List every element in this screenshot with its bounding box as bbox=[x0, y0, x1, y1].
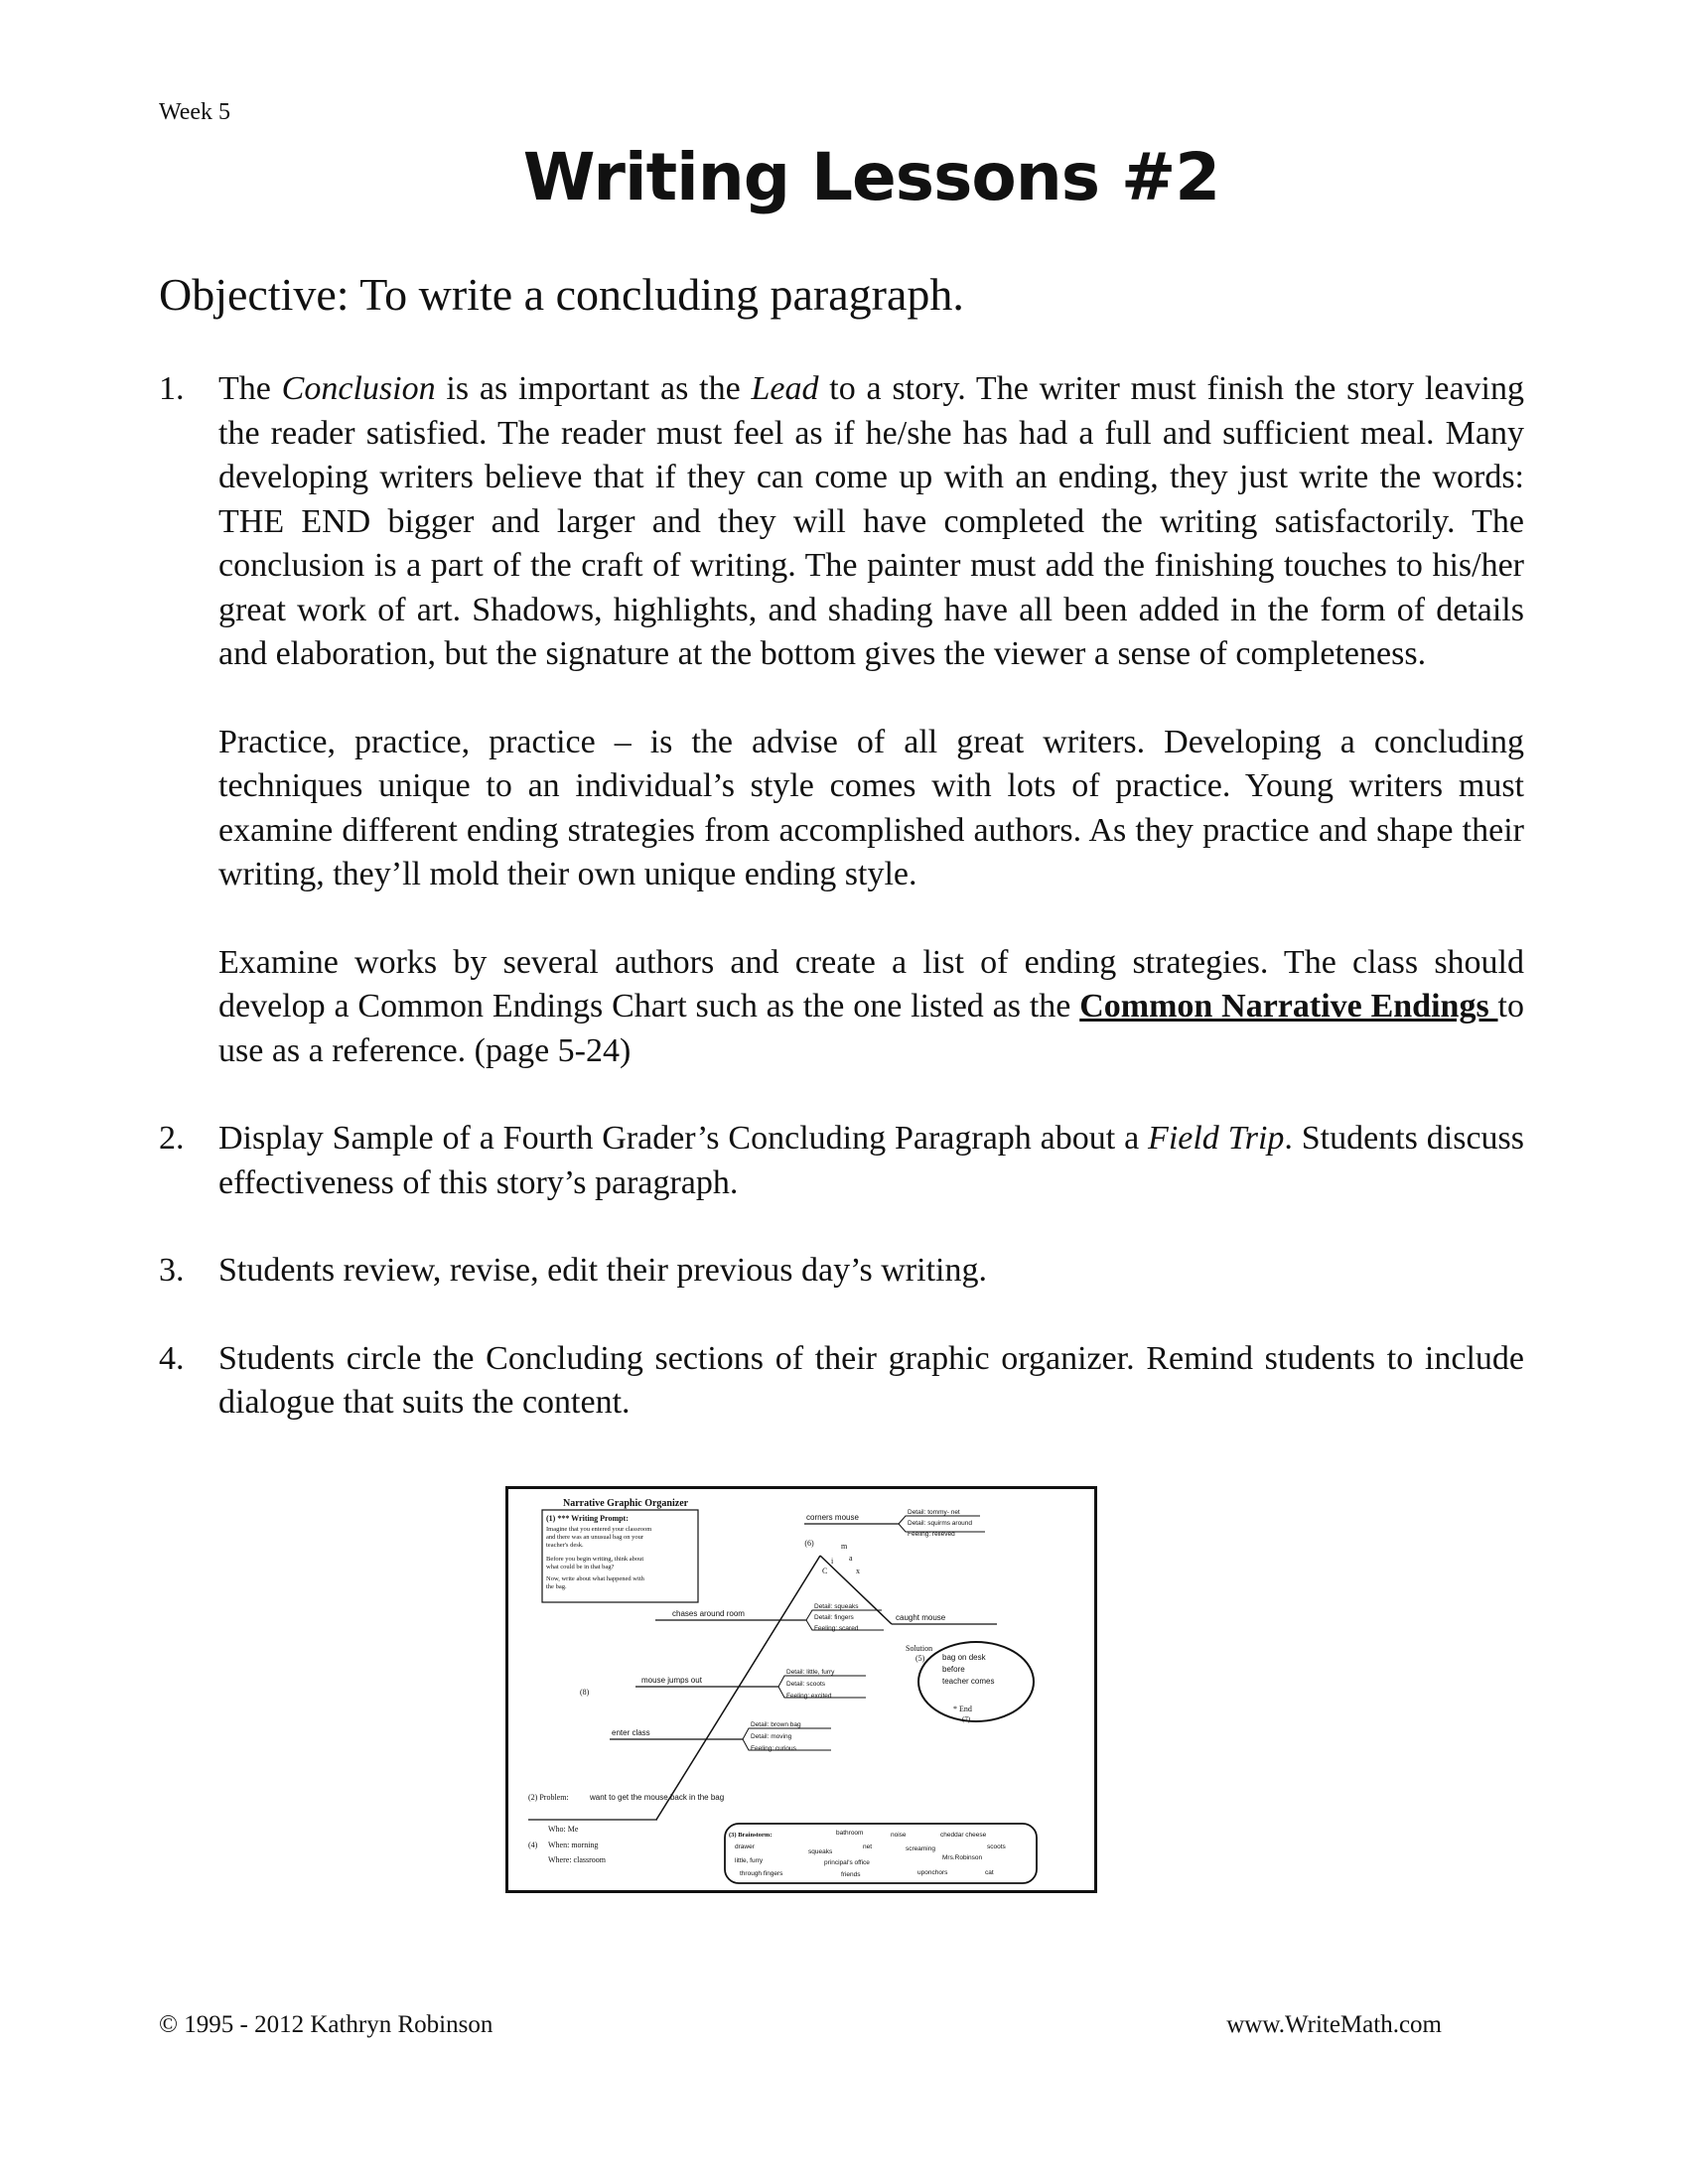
detail-text: Detail: scoots bbox=[786, 1681, 826, 1688]
brainstorm-word: uponchors bbox=[917, 1869, 948, 1876]
brainstorm-word: net bbox=[863, 1843, 873, 1850]
step-number: 1. bbox=[159, 370, 185, 407]
common-endings-reference: Common Narrative Endings bbox=[1079, 988, 1498, 1024]
problem-label: (2) Problem: bbox=[528, 1793, 569, 1802]
solution-text: before bbox=[942, 1665, 965, 1674]
detail-text: Feeling: scared bbox=[814, 1625, 859, 1632]
brainstorm-word: scoots bbox=[987, 1843, 1006, 1850]
plot-eight: (8) bbox=[580, 1688, 590, 1697]
text-run: Examine works by several authors and create a list of ending strategies. The class should develop a Common Endings Chart such as the one listed as the bbox=[218, 943, 1524, 1024]
plot-enter: enter class bbox=[612, 1728, 650, 1737]
brainstorm-word: drawer bbox=[735, 1843, 755, 1850]
prompt-line: Now, write about what happened with bbox=[546, 1575, 644, 1582]
prompt-line: Before you begin writing, think about bbox=[546, 1556, 644, 1563]
brainstorm-word: Mrs.Robinson bbox=[942, 1854, 983, 1861]
graphic-organizer-diagram bbox=[508, 1489, 1094, 1890]
step-1 bbox=[159, 367, 1524, 1073]
prompt-line: Imagine that you entered your classroom bbox=[546, 1526, 652, 1533]
step-4 bbox=[159, 1337, 1524, 1426]
objective: Objective: To write a concluding paragraph. bbox=[159, 269, 964, 320]
setting-number: (4) bbox=[528, 1841, 538, 1849]
text-run: to use as a reference. (page 5-24) bbox=[218, 988, 1524, 1069]
climax-letter: a bbox=[849, 1554, 853, 1563]
end-number: (7) bbox=[962, 1715, 971, 1723]
climax-letter: x bbox=[856, 1567, 860, 1575]
step-number: 4. bbox=[159, 1339, 185, 1377]
solution-text: teacher comes bbox=[942, 1677, 995, 1686]
brainstorm-word: bathroom bbox=[836, 1830, 864, 1837]
text-run: . Students discuss effectiveness of this story’s paragraph. bbox=[218, 1120, 1524, 1201]
brainstorm-word: screaming bbox=[906, 1845, 935, 1852]
detail-text: Detail: moving bbox=[751, 1733, 792, 1740]
step-3 bbox=[159, 1249, 1524, 1294]
brainstorm-word: cheddar cheese bbox=[940, 1832, 987, 1839]
prompt-line: what could be in that bag? bbox=[546, 1564, 615, 1570]
text-run: is as important as the bbox=[435, 370, 752, 407]
climax-letter: C bbox=[822, 1567, 828, 1575]
step-2 bbox=[159, 1117, 1524, 1205]
brainstorm-word: friends bbox=[841, 1871, 861, 1878]
term-conclusion: Conclusion bbox=[281, 370, 436, 407]
brainstorm-word: little, furry bbox=[735, 1857, 764, 1864]
text-run: The bbox=[218, 370, 282, 407]
brainstorm-word: cat bbox=[985, 1869, 994, 1876]
detail-text: Detail: squirms around bbox=[908, 1520, 973, 1527]
organizer-title: Narrative Graphic Organizer bbox=[563, 1498, 689, 1509]
lesson-steps bbox=[159, 367, 1524, 1469]
term-field-trip: Field Trip bbox=[1148, 1120, 1285, 1157]
page-title: Writing Lessons #2 bbox=[522, 139, 1220, 215]
climax-number: (6) bbox=[804, 1539, 814, 1548]
step-4-text: Students circle the Concluding sections of their graphic organizer. Remind students to include dialogue that suits the content. bbox=[218, 1339, 1524, 1421]
prompt-label: (1) *** Writing Prompt: bbox=[546, 1514, 629, 1523]
week-label: Week 5 bbox=[159, 99, 231, 125]
problem-text: want to get the mouse back in the bag bbox=[590, 1793, 725, 1802]
detail-text: Detail: tommy- net bbox=[908, 1509, 960, 1516]
end-label: * End bbox=[953, 1705, 972, 1713]
climax-letter: i bbox=[831, 1557, 834, 1566]
rising-action-line bbox=[656, 1556, 820, 1820]
graphic-organizer-image bbox=[505, 1486, 1097, 1893]
footer-website: www.WriteMath.com bbox=[1226, 2011, 1442, 2038]
plot-chases: chases around room bbox=[672, 1609, 745, 1618]
step-number: 2. bbox=[159, 1120, 185, 1157]
step-number: 3. bbox=[159, 1252, 185, 1289]
detail-text: Feeling: curious bbox=[751, 1745, 796, 1752]
solution-text: bag on desk bbox=[942, 1653, 986, 1662]
detail-text: Feeling: excited bbox=[786, 1693, 832, 1700]
step-2-text bbox=[218, 1117, 1524, 1205]
step-1-paragraph-2: Practice, practice, practice – is the advise of all great writers. Developing a concluding techniques unique to an individual’s style comes with lots of practice. Young writers must examine different ending strategies from accomplished authors. As they practice and shape their writing, they’ll mold their own unique ending style. bbox=[218, 723, 1524, 892]
detail-text: Detail: little, furry bbox=[786, 1669, 835, 1676]
brainstorm-word: through fingers bbox=[740, 1870, 783, 1877]
prompt-line: and there was an unusual bag on your bbox=[546, 1534, 644, 1541]
term-lead: Lead bbox=[751, 370, 819, 407]
detail-text: Detail: squeaks bbox=[814, 1603, 859, 1610]
step-1-paragraph-3 bbox=[218, 941, 1524, 1074]
footer-copyright: © 1995 - 2012 Kathryn Robinson bbox=[159, 2011, 493, 2038]
climax-letter: m bbox=[841, 1542, 848, 1551]
step-1-paragraph-1 bbox=[218, 367, 1524, 677]
setting-who: Who: Me bbox=[548, 1825, 579, 1834]
brainstorm-word: squeaks bbox=[808, 1848, 833, 1855]
plot-corners: corners mouse bbox=[806, 1513, 859, 1522]
setting-when: When: morning bbox=[548, 1841, 599, 1849]
detail-text: Detail: brown bag bbox=[751, 1721, 801, 1728]
solution-label: Solution bbox=[906, 1644, 933, 1653]
brainstorm-word: principal's office bbox=[824, 1859, 870, 1866]
plot-jumps: mouse jumps out bbox=[641, 1676, 702, 1685]
caught-mouse: caught mouse bbox=[896, 1613, 946, 1622]
solution-number: (5) bbox=[915, 1654, 925, 1663]
brainstorm-label: (3) Brainstorm: bbox=[729, 1832, 773, 1839]
prompt-line: teacher's desk. bbox=[546, 1542, 584, 1549]
brainstorm-word: noise bbox=[891, 1832, 907, 1839]
setting-where: Where: classroom bbox=[548, 1855, 606, 1864]
text-run: to a story. The writer must finish the story leaving the reader satisfied. The reader must feel as if he/she has had a full and sufficient meal. Many developing writers believe that if they can come up with an ending, they just write the words: THE END bigger and larger and they will have completed the writing satisfactorily. The conclusion is a part of the craft of writing. The painter must add the finishing touches to his/her great work of art. Shadows, highlights, and shading have all been added in the form of details and elaboration, but the signature at the bottom gives the viewer a sense of completeness. bbox=[218, 370, 1525, 672]
detail-text: Feeling: relieved bbox=[908, 1531, 955, 1538]
text-run: Display Sample of a Fourth Grader’s Concluding Paragraph about a bbox=[218, 1120, 1149, 1157]
detail-text: Detail: fingers bbox=[814, 1614, 854, 1621]
step-3-text: Students review, revise, edit their previous day’s writing. bbox=[218, 1252, 987, 1289]
prompt-line: the bag. bbox=[546, 1583, 567, 1590]
